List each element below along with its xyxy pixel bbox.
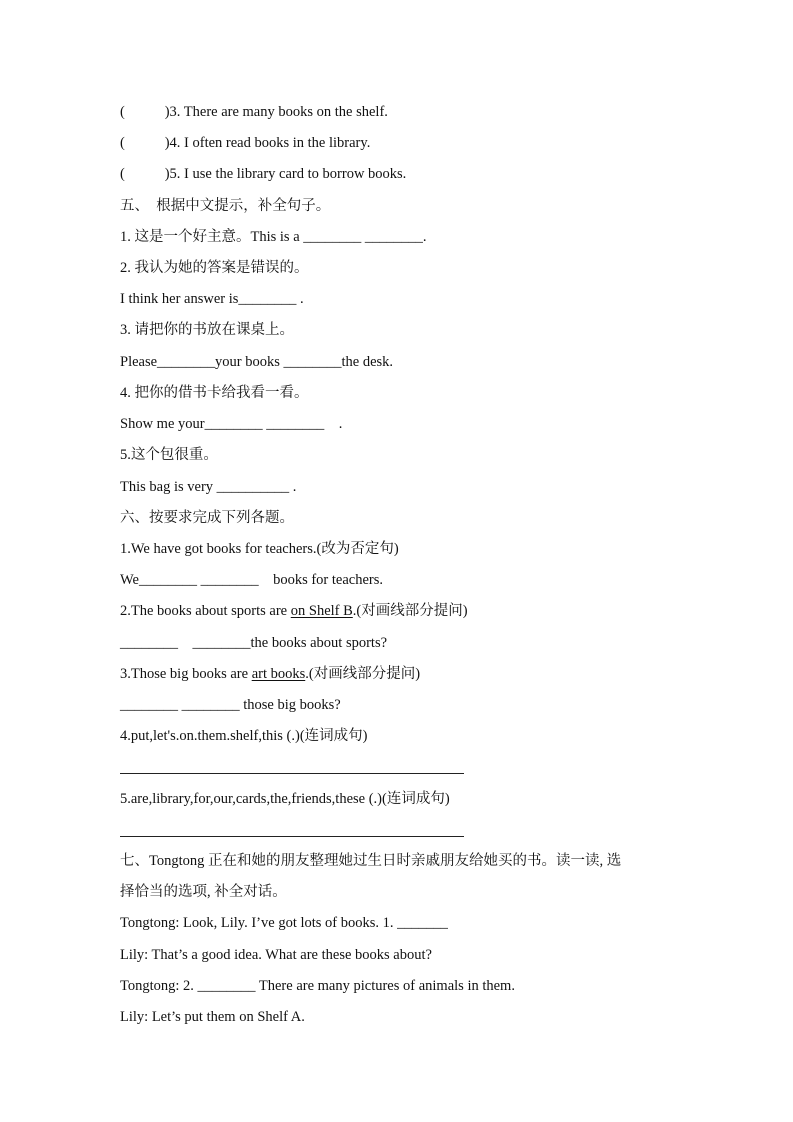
section-five-heading: 五、 根据中文提示，补全句子。 [120, 198, 331, 214]
q3-text-after: .(对画线部分提问) [305, 666, 421, 682]
question-3-line: ( )3. There are many books on the shelf. [120, 104, 388, 120]
q4-answer-line [120, 773, 464, 774]
section-five-q4-english: Show me your________ ________ . [120, 416, 343, 432]
section-five-q2-chinese: 2. 我认为她的答案是错误的。 [120, 260, 309, 276]
q5-answer-line [120, 836, 464, 837]
question-5-line: ( )5. I use the library card to borrow books. [120, 166, 407, 182]
section-five-q3-chinese: 3. 请把你的书放在课桌上。 [120, 322, 294, 338]
section-five-q4-chinese: 4. 把你的借书卡给我看一看。 [120, 385, 309, 401]
section-six-q4: 4.put,let's.on.them.shelf,this (.)(连词成句) [120, 728, 368, 744]
section-five-q5-english: This bag is very __________ . [120, 479, 297, 495]
section-five-q2-english: I think her answer is________ . [120, 291, 304, 307]
section-five-q1: 1. 这是一个好主意。This is a ________ ________. [120, 229, 427, 245]
section-six-q2-answer: ________ ________the books about sports? [120, 635, 388, 651]
question-4-line: ( )4. I often read books in the library. [120, 135, 371, 151]
dialog-line-2: Lily: That’s a good idea. What are these books about? [120, 947, 432, 963]
q3-underlined-phrase: art books [251, 666, 306, 682]
dialog-line-1: Tongtong: Look, Lily. I’ve got lots of books. 1. _______ [120, 915, 448, 931]
section-five-q3-english: Please________your books ________the desk. [120, 354, 394, 370]
section-seven-heading-line2: 择恰当的选项, 补全对话。 [120, 884, 287, 900]
section-six-q2 [120, 601, 468, 621]
section-six-q1: 1.We have got books for teachers.(改为否定句) [120, 541, 399, 557]
section-six-q3-answer: ________ ________ those big books? [120, 697, 341, 713]
section-seven-heading-line1: 七、Tongtong 正在和她的朋友整理她过生日时亲戚朋友给她买的书。读一读, 选 [120, 853, 622, 869]
section-five-q5-chinese: 5.这个包很重。 [120, 447, 218, 463]
q2-text-before: 2.The books about sports are [120, 603, 291, 619]
q2-text-after: .(对画线部分提问) [352, 603, 468, 619]
q3-text-before: 3.Those big books are [120, 666, 252, 682]
section-six-q3 [120, 664, 420, 684]
dialog-line-3: Tongtong: 2. ________ There are many pictures of animals in them. [120, 978, 515, 994]
section-six-q5: 5.are,library,for,our,cards,the,friends,these (.)(连词成句) [120, 791, 450, 807]
section-six-heading: 六、按要求完成下列各题。 [120, 510, 294, 526]
dialog-line-4: Lily: Let’s put them on Shelf A. [120, 1009, 305, 1025]
section-six-q1-answer: We________ ________ books for teachers. [120, 572, 384, 588]
q2-underlined-phrase: on Shelf B [290, 603, 353, 619]
